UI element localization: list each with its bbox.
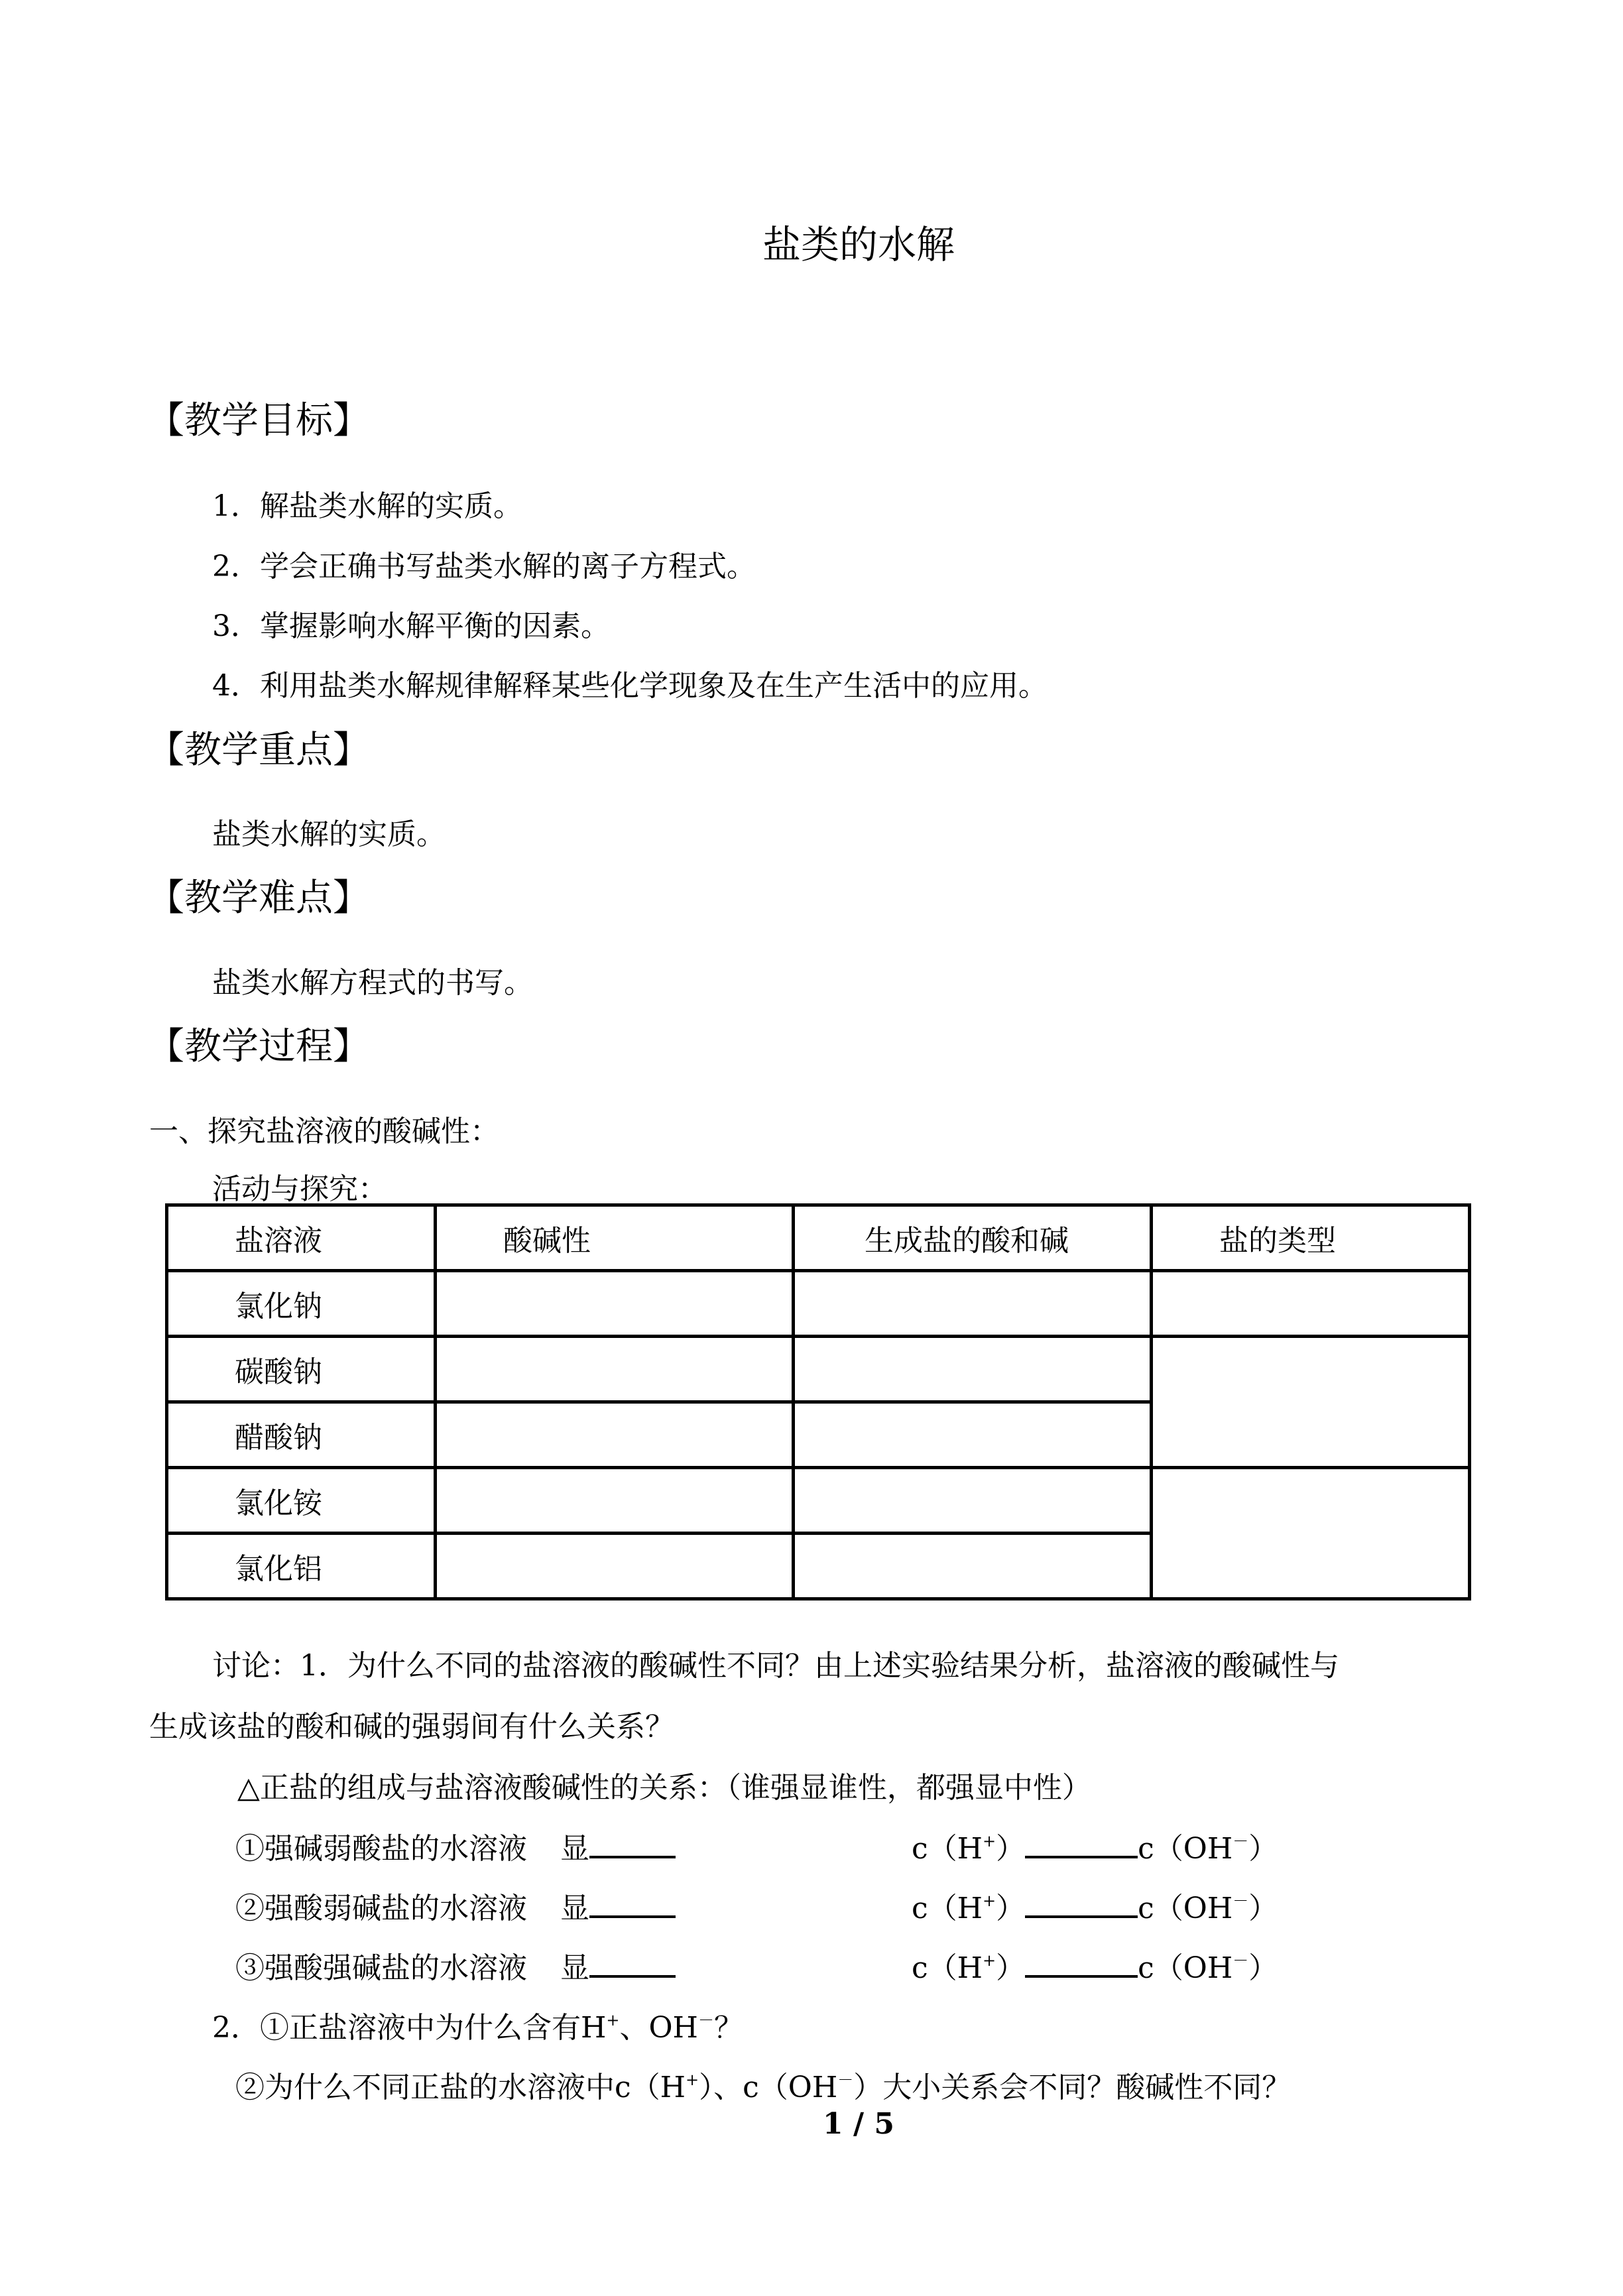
- table-header-row: [167, 1205, 1470, 1271]
- table-cell-empty[interactable]: [436, 1534, 794, 1599]
- answer-blank[interactable]: [589, 1886, 676, 1918]
- table-header-cell: 盐的类型: [1152, 1205, 1470, 1271]
- goal-item: 4．利用盐类水解规律解释某些化学现象及在生产生活中的应用。: [212, 669, 1048, 703]
- goal-item: 3．掌握影响水解平衡的因素。: [212, 609, 610, 643]
- key-text: 盐类水解的实质。: [212, 817, 446, 851]
- conc-row: c（H+） c（OH－）: [912, 1884, 1278, 1927]
- table-cell-empty[interactable]: [794, 1402, 1152, 1468]
- case-show: 显: [560, 1832, 589, 1866]
- table-cell-empty[interactable]: [436, 1271, 794, 1337]
- page-number: 1 / 5: [823, 2107, 894, 2141]
- table-cell-salt: 碳酸钠: [167, 1337, 436, 1402]
- table-cell-empty[interactable]: [794, 1271, 1152, 1337]
- case-row: [235, 1944, 676, 1986]
- table-header-cell: 酸碱性: [436, 1205, 794, 1271]
- experiment-table: [165, 1203, 1471, 1601]
- table-cell-salt: 氯化铝: [167, 1534, 436, 1599]
- table-header-cell: 生成盐的酸和碱: [794, 1205, 1152, 1271]
- answer-blank[interactable]: [589, 1946, 676, 1978]
- answer-blank[interactable]: [1025, 1946, 1138, 1978]
- table-row: [167, 1271, 1470, 1337]
- question-2b: ②为什么不同正盐的水溶液中c（H+）、c（OH－）大小关系会不同？酸碱性不同？: [235, 2071, 1292, 2104]
- question-2a: 2．①正盐溶液中为什么含有H+、OH－？: [212, 2011, 743, 2045]
- discussion-1b: 生成该盐的酸和碱的强弱间有什么关系？: [149, 1710, 674, 1744]
- case-show: 显: [560, 1951, 589, 1985]
- table-row: [167, 1337, 1470, 1402]
- part1-title: 一、探究盐溶液的酸碱性：: [149, 1115, 499, 1148]
- table-cell-salt: 氯化铵: [167, 1468, 436, 1534]
- table-row: [167, 1468, 1470, 1534]
- heading-process: 【教学过程】: [147, 1025, 370, 1068]
- answer-blank[interactable]: [1025, 1827, 1138, 1858]
- difficult-text: 盐类水解方程式的书写。: [212, 966, 533, 1000]
- table-cell-salt: 醋酸钠: [167, 1402, 436, 1468]
- conc-row: c（H+） c（OH－）: [912, 1825, 1278, 1867]
- activity-label: 活动与探究：: [212, 1172, 387, 1206]
- page-title: 盐类的水解: [762, 222, 955, 267]
- table-cell-salt: 氯化钠: [167, 1271, 436, 1337]
- table-cell-empty[interactable]: [1152, 1468, 1470, 1599]
- case-label: ③强酸强碱盐的水溶液: [235, 1951, 527, 1985]
- heading-goals: 【教学目标】: [147, 399, 370, 442]
- table-cell-empty[interactable]: [794, 1534, 1152, 1599]
- case-label: ②强酸弱碱盐的水溶液: [235, 1892, 527, 1925]
- table-cell-empty[interactable]: [436, 1468, 794, 1534]
- case-label: ①强碱弱酸盐的水溶液: [235, 1832, 527, 1866]
- table-cell-empty[interactable]: [794, 1337, 1152, 1402]
- conc-row: c（H+） c（OH－）: [912, 1944, 1278, 1986]
- case-row: [235, 1884, 676, 1927]
- answer-blank[interactable]: [1025, 1886, 1138, 1918]
- table-cell-empty[interactable]: [436, 1402, 794, 1468]
- case-show: 显: [560, 1892, 589, 1925]
- table-cell-empty[interactable]: [1152, 1337, 1470, 1468]
- goal-item: 1．解盐类水解的实质。: [212, 489, 522, 523]
- relation-text: △正盐的组成与盐溶液酸碱性的关系：（谁强显谁性，都强显中性）: [237, 1771, 1091, 1805]
- table-cell-empty[interactable]: [436, 1337, 794, 1402]
- discussion-1a: 讨论：1．为什么不同的盐溶液的酸碱性不同？由上述实验结果分析，盐溶液的酸碱性与: [212, 1649, 1339, 1683]
- table-cell-empty[interactable]: [794, 1468, 1152, 1534]
- table-cell-empty[interactable]: [1152, 1271, 1470, 1337]
- goal-item: 2．学会正确书写盐类水解的离子方程式。: [212, 550, 756, 583]
- heading-key: 【教学重点】: [147, 729, 370, 772]
- heading-difficult: 【教学难点】: [147, 876, 370, 920]
- table-header-cell: 盐溶液: [167, 1205, 436, 1271]
- case-row: [235, 1825, 676, 1867]
- answer-blank[interactable]: [589, 1827, 676, 1858]
